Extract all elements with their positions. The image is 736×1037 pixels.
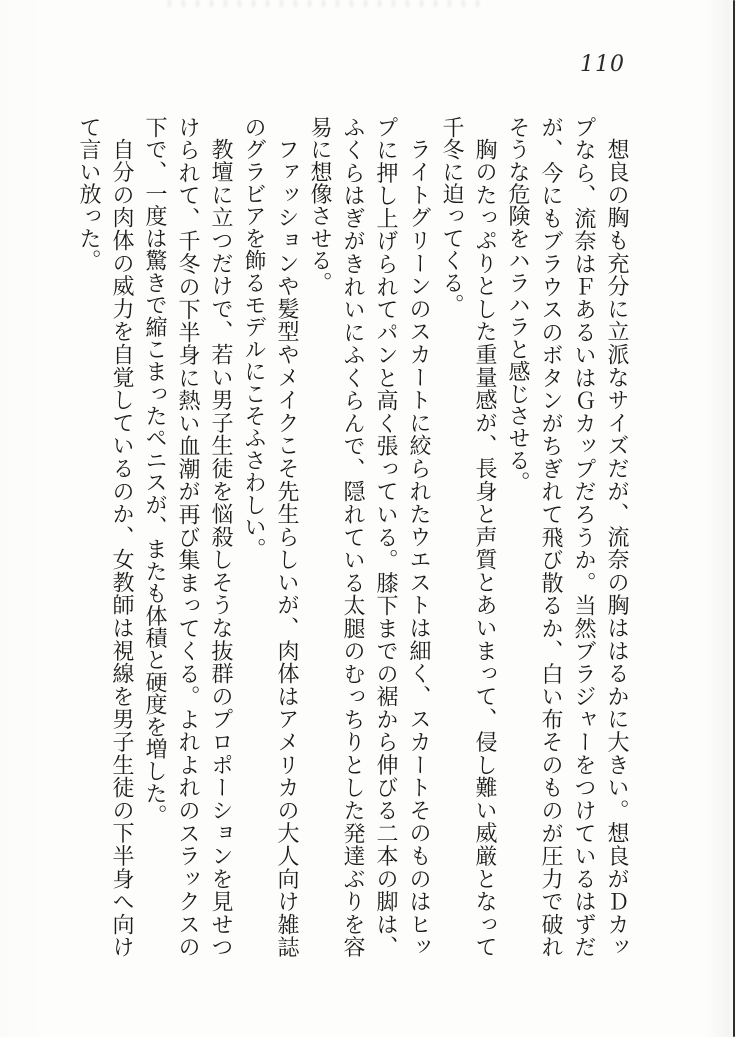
page-edge-line: [733, 0, 735, 1037]
paragraph: 教壇に立つだけで、若い男子生徒を悩殺しそうな抜群のプロポーションを見せつけられて、千冬の下半身に熱い血潮が再び集まってくる。よれよれのスラックスの下で、一度は驚きで縮こまったペニスが、またも体積と硬度を増した。: [142, 116, 233, 958]
paragraph: ファッションや髪型やメイクこそ先生らしいが、肉体はアメリカの大人向け雑誌のグラビアを飾るモデルにこそふさわしい。: [241, 116, 299, 958]
paragraph: 想良の胸も充分に立派なサイズだが、流奈の胸ははるかに大きい。想良がＤカップなら、流奈はＦあるいはＧカップだろうか。当然ブラジャーをつけているはずだが、今にもブラウスのボタンがちぎれて飛び散るか、白い布そのものが圧力で破れそうな危険をハラハラと感じさせる。: [505, 116, 629, 958]
page-number: 110: [580, 52, 625, 77]
paragraph: 自分の肉体の威力を自覚しているのか、女教師は視線を男子生徒の下半身へ向けて言い放った。: [76, 116, 134, 958]
scan-artifact: [168, 0, 488, 7]
body-text: [72, 116, 633, 958]
paragraph: 胸のたっぷりとした重量感が、長身と声質とあいまって、侵し難い威厳となって千冬に迫ってくる。: [439, 116, 497, 958]
paragraph: ライトグリーンのスカートに絞られたウエストは細く、スカートそのものはヒップに押し上げられてパンと高く張っている。膝下までの裾から伸びる二本の脚は、ふくらはぎがきれいにふくらんで、隠れている太腿のむっちりとした発達ぶりを容易に想像させる。: [307, 116, 431, 958]
